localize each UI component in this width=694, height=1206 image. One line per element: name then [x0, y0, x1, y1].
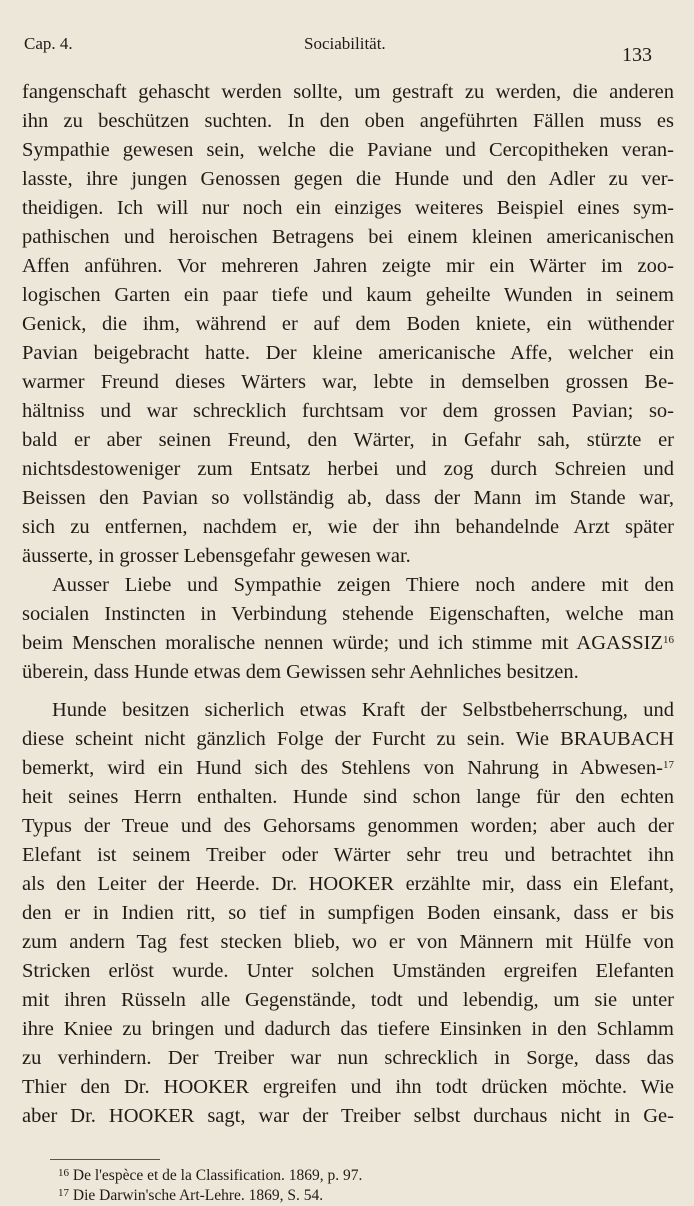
text-line: ihre Kniee zu bringen und dadurch das tiefere Einsinken in den Schlamm: [22, 1018, 674, 1040]
text-line: sich zu entfernen, nachdem er, wie der ihn behandelnde Arzt später: [22, 516, 674, 538]
text-line: Hunde besitzen sicherlich etwas Kraft der Selbstbeherrschung, und: [52, 699, 674, 721]
chapter-label: Cap. 4.: [24, 34, 73, 53]
text-line: überein, dass Hunde etwas dem Gewissen sehr Aehnliches besitzen.: [22, 661, 579, 683]
paragraph-2: [22, 571, 674, 687]
text-line: Beissen den Pavian so vollständig ab, dass der Mann im Stande war,: [22, 487, 674, 509]
paragraph-spacer: [22, 687, 674, 696]
paragraph-3: [22, 696, 674, 1131]
text-line: bald er aber seinen Freund, den Wärter, in Gefahr sah, stürzte er: [22, 429, 674, 451]
text-line: Ausser Liebe und Sympathie zeigen Thiere noch andere mit den: [52, 574, 674, 596]
footnote-text: Die Darwin'sche Art-Lehre. 1869, S. 54.: [72, 1187, 324, 1204]
text-line: socialen Instincten in Verbindung stehende Eigenschaften, welche man: [22, 603, 674, 625]
body-text: [22, 78, 674, 1131]
text-line: diese scheint nicht gänzlich Folge der Furcht zu sein. Wie BRAUBACH: [22, 728, 674, 750]
footnote: [58, 1186, 658, 1206]
paragraph-1: [22, 78, 674, 571]
text-line: den er in Indien ritt, so tief in sumpfigen Boden einsank, dass er bis: [22, 902, 674, 924]
text-line: Typus der Treue und des Gehorsams genommen worden; aber auch der: [22, 815, 674, 837]
text-line: Pavian beigebracht hatte. Der kleine americanische Affe, welcher ein: [22, 342, 674, 364]
text-line: als den Leiter der Heerde. Dr. HOOKER erzählte mir, dass ein Elefant,: [22, 873, 674, 895]
text-line-content: beim Menschen moralische nennen würde; und ich stimme mit AGASSIZ: [22, 632, 663, 654]
text-line: warmer Freund dieses Wärters war, lebte in demselben grossen Be-: [22, 371, 674, 393]
footnote-divider: [50, 1159, 160, 1160]
text-line: zum andern Tag fest stecken blieb, wo er von Männern mit Hülfe von: [22, 931, 674, 953]
text-line: Thier den Dr. HOOKER ergreifen und ihn todt drücken möchte. Wie: [22, 1076, 674, 1098]
footnotes: [58, 1166, 658, 1206]
footnote-ref[interactable]: 17: [663, 759, 674, 771]
text-line: ihn zu beschützen suchten. In den oben angeführten Fällen muss es: [22, 110, 674, 132]
text-line: logischen Garten ein paar tiefe und kaum geheilte Wunden in seinem: [22, 284, 674, 306]
text-line: fangenschaft gehascht werden sollte, um gestraft zu werden, die anderen: [22, 81, 674, 103]
text-line-with-note: [22, 629, 674, 658]
text-line: aber Dr. HOOKER sagt, war der Treiber selbst durchaus nicht in Ge-: [22, 1105, 674, 1127]
footnote-number: 16: [58, 1167, 69, 1179]
text-line: Stricken erlöst wurde. Unter solchen Umständen ergreifen Elefanten: [22, 960, 674, 982]
text-line: Elefant ist seinem Treiber oder Wärter sehr treu und betrachtet ihn: [22, 844, 674, 866]
footnote-ref[interactable]: 16: [663, 634, 674, 646]
text-line: hältniss und war schrecklich furchtsam vor dem grossen Pavian; so-: [22, 400, 674, 422]
text-line-content: bemerkt, wird ein Hund sich des Stehlens von Nahrung in Abwesen-: [22, 757, 663, 779]
text-line: Affen anführen. Vor mehreren Jahren zeigte mir ein Wärter im zoo-: [22, 255, 674, 277]
footnote: [58, 1166, 658, 1186]
text-line: lasste, ihre jungen Genossen gegen die Hunde und den Adler zu ver-: [22, 168, 674, 190]
text-line: theidigen. Ich will nur noch ein einziges weiteres Beispiel eines sym-: [22, 197, 674, 219]
text-line-with-note: [22, 754, 674, 783]
text-line: heit seines Herrn enthalten. Hunde sind schon lange für den echten: [22, 786, 674, 808]
text-line: mit ihren Rüsseln alle Gegenstände, todt und lebendig, um sie unter: [22, 989, 674, 1011]
page-number: 133: [622, 44, 652, 66]
text-line: äusserte, in grosser Lebensgefahr gewesen war.: [22, 545, 411, 567]
footnote-number: 17: [58, 1187, 69, 1199]
text-line: Sympathie gewesen sein, welche die Paviane und Cercopitheken veran-: [22, 139, 674, 161]
running-header: [0, 34, 694, 64]
text-line: zu verhindern. Der Treiber war nun schrecklich in Sorge, dass das: [22, 1047, 674, 1069]
text-line: Genick, die ihm, während er auf dem Boden kniete, ein wüthender: [22, 313, 674, 335]
text-line: pathischen und heroischen Betragens bei einem kleinen americanischen: [22, 226, 674, 248]
running-title: Sociabilität.: [304, 34, 386, 53]
text-line: nichtsdestoweniger zum Entsatz herbei und zog durch Schreien und: [22, 458, 674, 480]
footnote-text: De l'espèce et de la Classification. 1869, p. 97.: [72, 1167, 363, 1184]
